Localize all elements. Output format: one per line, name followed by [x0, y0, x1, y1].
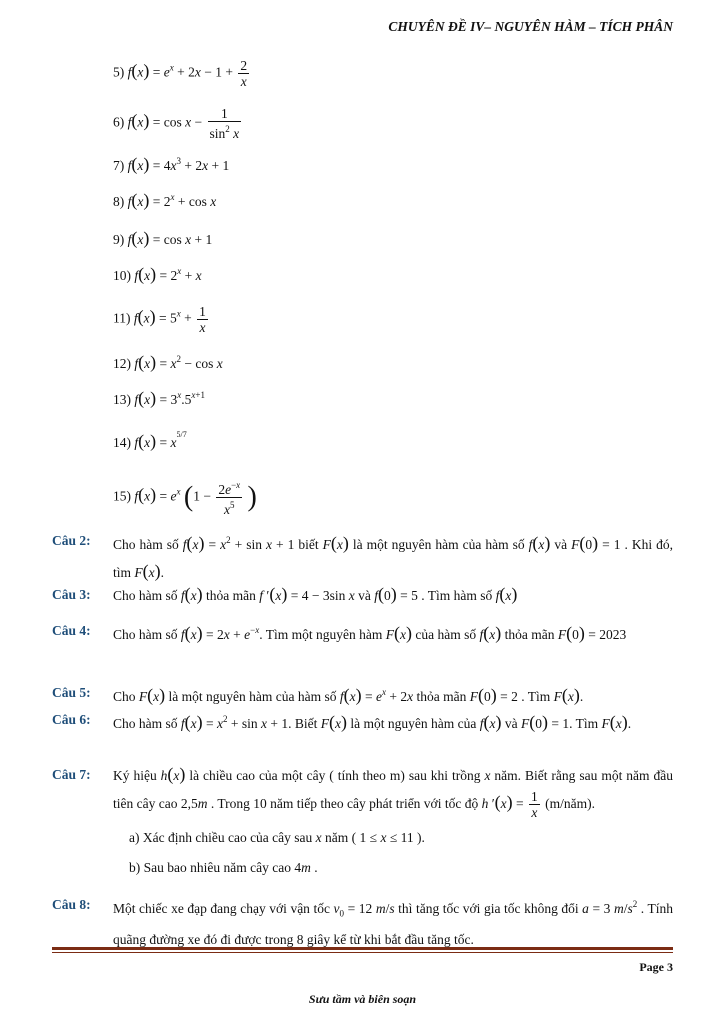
- list-item-6: 6) f(x) = cos x − $\frac{1}{\sin^2 x}$: [113, 106, 240, 141]
- list-item-5: 5) $f(x) = e^x + 2x - 1$ + $\frac{2}{x}$: [113, 58, 248, 89]
- question-7-part-a: a) Xác định chiều cao của cây sau x năm ( 1 ≤ x ≤ 11 ).: [129, 830, 425, 845]
- question-2-label: Câu 2:: [52, 533, 91, 548]
- list-item-7: 7) $f(x) = 4x^3 + 2x + 1$: [113, 154, 230, 174]
- list-item-9: 9) f(x) = cos x + 1: [113, 228, 213, 248]
- question-6-label: Câu 6:: [52, 712, 91, 727]
- document-header: CHUYÊN ĐỀ IV– NGUYÊN HÀM – TÍCH PHÂN: [388, 19, 673, 34]
- question-7-text: Ký hiệu h(x) là chiều cao của một cây ( tính theo m) sau khi trồng x năm. Biết rằng sau một năm đầu tiên cây cao 2,5m . Trong 10 năm tiếp theo cây phát triển với tốc độ h ′(x) = $\frac{1}{x}$ (m/năm).: [113, 764, 673, 821]
- list-item-15: 15) $f(x) = e^x$ (1 − $\frac{2e^{-x}}{x^5}$ ): [113, 480, 257, 517]
- question-8-text: Một chiếc xe đạp đang chạy với vận tốc $v_0 = 12$ m/s thì tăng tốc với gia tốc không đổi a = 3 $m/s^2$ . Tính quãng đường xe đó đi được trong 8 giây kể từ khi bắt đầu tăng tốc.: [113, 899, 673, 947]
- question-8-label: Câu 8:: [52, 897, 91, 912]
- question-3-label: Câu 3:: [52, 587, 91, 602]
- question-5-text: Cho F(x) là một nguyên hàm của hàm số $f(x) = e^x + 2x$ thỏa mãn F(0) = 2 . Tìm F(x).: [113, 685, 584, 705]
- question-7-label: Câu 7:: [52, 767, 91, 782]
- list-item-10: 10) $f(x) = 2^x + x$: [113, 264, 202, 284]
- footer-rule-thin: [52, 952, 673, 953]
- footer-credit: Sưu tầm và biên soạn: [308, 992, 417, 1006]
- question-5-label: Câu 5:: [52, 685, 91, 700]
- question-4-text: Cho hàm số $f(x) = 2x + e^{-x}$. Tìm một nguyên hàm F(x) của hàm số f(x) thỏa mãn F(0) = 2023: [113, 623, 627, 643]
- question-7-part-b: b) Sau bao nhiêu năm cây cao 4m .: [129, 860, 318, 875]
- footer-rule: [52, 947, 673, 950]
- list-item-13: 13) $f(x) = 3^x.5^{x+1}$: [113, 388, 205, 408]
- question-6-text: Cho hàm số $f(x) = x^2 + \sin x + 1$. Biết F(x) là một nguyên hàm của f(x) và F(0) = 1. Tìm F(x).: [113, 712, 632, 732]
- page-number: Page 3: [639, 960, 673, 974]
- question-3-text: Cho hàm số f(x) thỏa mãn f ′(x) = 4 − 3sin x và f(0) = 5 . Tìm hàm số f(x): [113, 584, 518, 604]
- list-item-11: 11) $f(x) = 5^x$ + $\frac{1}{x}$: [113, 304, 206, 335]
- list-item-12: 12) $f(x) = x^2 - \cos x$: [113, 352, 223, 372]
- list-item-14: 14) $f(x) = x^{5/7}$: [113, 430, 187, 451]
- question-4-label: Câu 4:: [52, 623, 91, 638]
- question-2-text: Cho hàm số $f(x) = x^2 + \sin x + 1$ biết F(x) là một nguyên hàm của hàm số f(x) và F(0) = 1 . Khi đó, tìm F(x).: [113, 533, 673, 581]
- list-item-8: 8) $f(x) = 2^x + \cos x$: [113, 190, 217, 210]
